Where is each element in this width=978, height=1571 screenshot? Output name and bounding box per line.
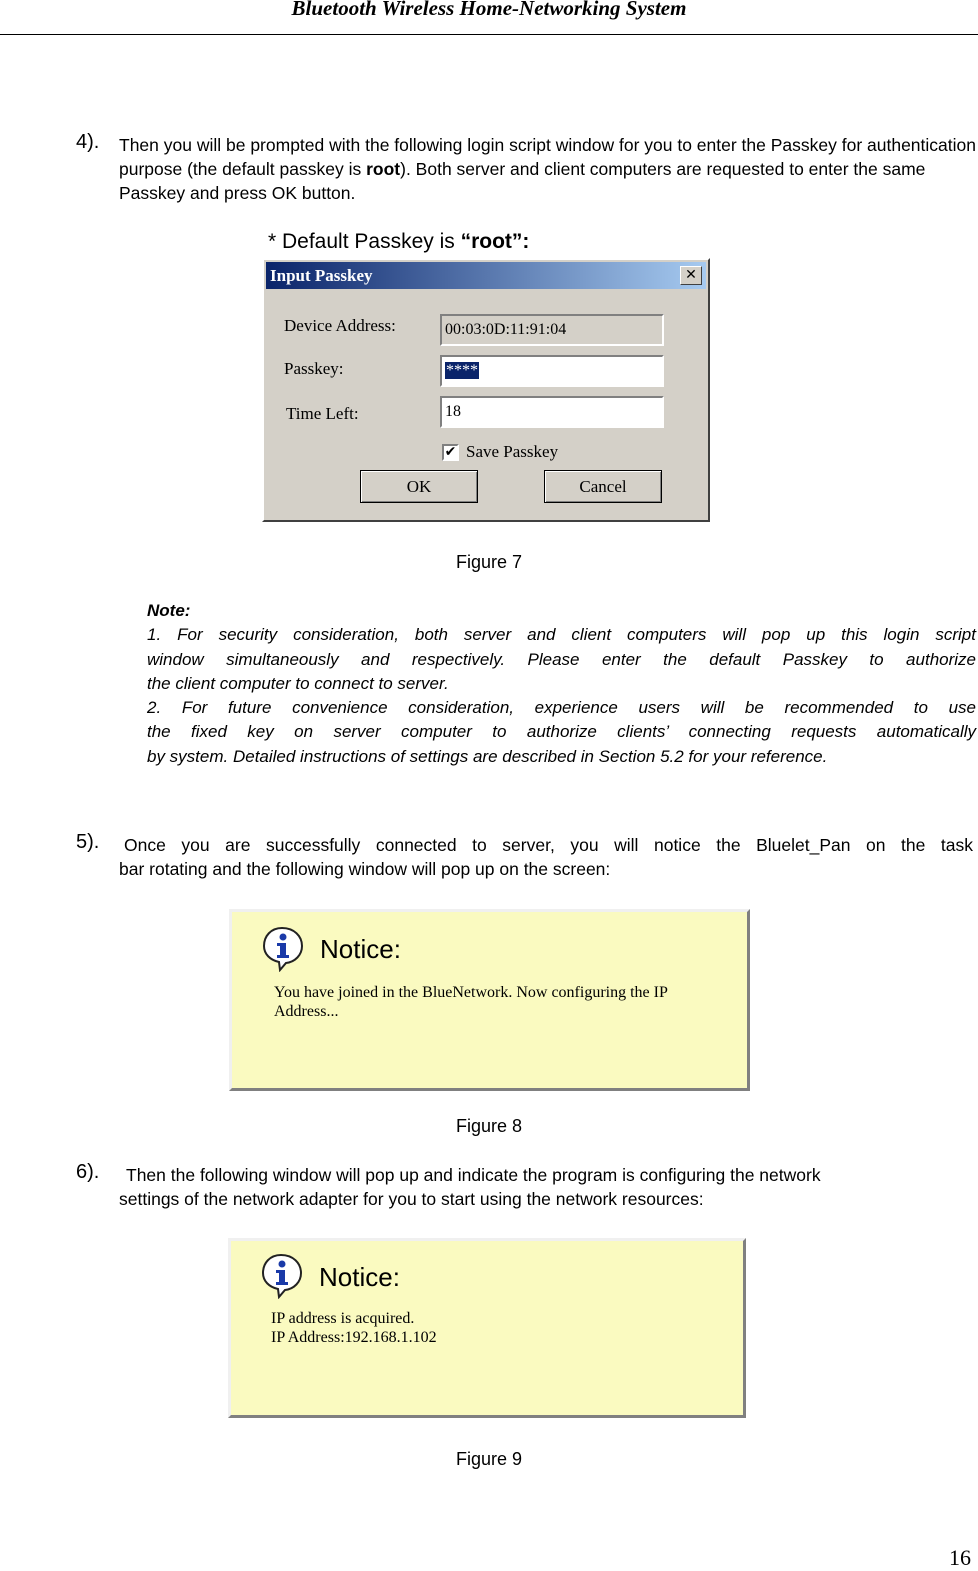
save-passkey-label: Save Passkey <box>466 442 559 461</box>
device-address-label: Device Address: <box>284 316 396 335</box>
dialog-title: Input Passkey <box>270 266 373 285</box>
passkey-label: Passkey: <box>284 359 344 378</box>
step-4-text: Then you will be prompted with the following login script window for you to enter the Passkey for authentication purpose (the default passkey is root). Both server and client computers are requested to enter the same Passkey and press OK button. <box>119 135 976 203</box>
notice-2-title: Notice: <box>319 1262 400 1292</box>
passkey-input[interactable] <box>440 355 664 387</box>
figure-7-caption: Figure 7 <box>455 552 523 572</box>
time-left-label: Time Left: <box>286 404 359 423</box>
info-icon <box>262 926 306 972</box>
device-address-field: 00:03:0D:11:91:04 <box>440 314 664 346</box>
dialog-titlebar <box>266 262 706 289</box>
step-5-line: Once you are successfully connected to server, you will notice the Bluelet_Pan on the task <box>124 835 973 855</box>
notice-popup-2 <box>228 1238 746 1418</box>
notice-2-message: IP address is acquired. IP Address:192.168.1.102 <box>271 1310 437 1346</box>
page-number: 16 <box>949 1545 971 1570</box>
info-icon <box>261 1253 305 1299</box>
step-5-number: 5). <box>76 831 100 853</box>
save-passkey-checkbox[interactable]: ✔ <box>442 444 459 461</box>
note-line: by system. Detailed instructions of settings are described in Section 5.2 for your reference. <box>147 746 828 766</box>
default-passkey-caption: * Default Passkey is “root”: <box>268 230 530 253</box>
note-heading: Note: <box>147 601 191 620</box>
ok-button[interactable]: OK <box>360 470 478 503</box>
step-6-number: 6). <box>76 1161 100 1183</box>
step-6-line: Then the following window will pop up and indicate the program is configuring the network <box>126 1165 821 1185</box>
passkey-value: **** <box>446 362 478 379</box>
time-left-field: 18 <box>440 396 664 428</box>
notice-1-message: You have joined in the BlueNetwork. Now configuring the IP Address... <box>274 984 668 1020</box>
note-line: window simultaneously and respectively. Please enter the default Passkey to authorize <box>147 649 976 669</box>
close-icon[interactable]: ✕ <box>680 266 702 285</box>
step-6-line: settings of the network adapter for you to start using the network resources: <box>119 1189 704 1209</box>
header-title: Bluetooth Wireless Home-Networking System <box>291 0 687 20</box>
notice-popup-1 <box>229 909 750 1091</box>
notice-1-title: Notice: <box>320 934 401 964</box>
note-line: 1. For security consideration, both server and client computers will pop up this login script <box>147 625 976 645</box>
note-block <box>147 599 976 769</box>
cancel-button[interactable]: Cancel <box>544 470 662 503</box>
step-5-line: bar rotating and the following window will pop up on the screen: <box>119 859 611 879</box>
figure-8-caption: Figure 8 <box>455 1116 523 1136</box>
note-line: the fixed key on server computer to authorize clients’ connecting requests automatically <box>147 722 976 742</box>
figure-9-caption: Figure 9 <box>455 1449 523 1469</box>
step-4-number: 4). <box>76 131 100 153</box>
passkey-root: root <box>366 159 401 179</box>
running-header <box>0 0 978 35</box>
note-line: the client computer to connect to server. <box>147 673 449 693</box>
input-passkey-dialog <box>262 258 710 522</box>
note-line: 2. For future convenience consideration, experience users will be recommended to use <box>147 698 976 718</box>
